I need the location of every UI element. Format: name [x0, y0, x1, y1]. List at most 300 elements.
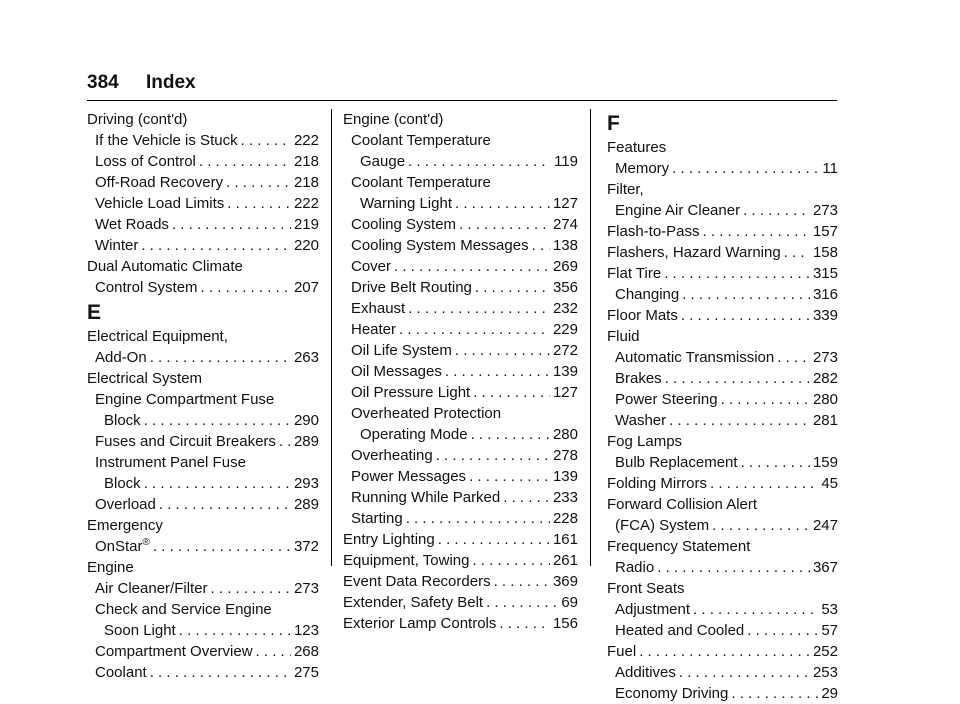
- dot-leader: [712, 515, 810, 536]
- index-entry: [87, 536, 319, 557]
- index-entry: [343, 298, 578, 319]
- index-entry: [87, 277, 319, 298]
- page-reference: 278: [552, 447, 578, 464]
- index-entry: [87, 235, 319, 256]
- entry-term: [95, 347, 147, 368]
- index-entry: [607, 473, 838, 494]
- index-column-2: [343, 109, 578, 634]
- index-entry: [343, 382, 578, 403]
- entry-text: Check and Service Engine: [95, 601, 272, 618]
- entry-text: Loss of Control: [95, 153, 196, 170]
- entry-text: Changing: [615, 286, 680, 303]
- entry-term: [351, 319, 396, 340]
- page-reference: 315: [812, 265, 838, 282]
- entry-term: [95, 599, 272, 620]
- entry-text: Dual Automatic Climate: [87, 258, 243, 275]
- dot-leader: [144, 473, 291, 494]
- dot-leader: [471, 424, 550, 445]
- dot-leader: [241, 130, 291, 151]
- index-entry: [343, 319, 578, 340]
- dot-leader: [657, 557, 810, 578]
- entry-text: Oil Messages: [351, 363, 442, 380]
- entry-text: Washer: [615, 412, 667, 429]
- page-title: Index: [145, 72, 196, 93]
- entry-text: Automatic Transmission: [615, 349, 775, 366]
- entry-text: Emergency: [87, 517, 163, 534]
- entry-term: [104, 410, 141, 431]
- page-reference: 138: [552, 237, 578, 254]
- index-entry: [607, 389, 838, 410]
- index-entry: [607, 242, 838, 263]
- page-reference: 339: [812, 307, 838, 324]
- entry-term: [95, 494, 156, 515]
- index-column-1: [87, 109, 319, 683]
- page-reference: 218: [293, 174, 319, 191]
- index-entry: [87, 214, 319, 235]
- entry-term: [607, 494, 757, 515]
- entry-text: Coolant Temperature: [351, 174, 491, 191]
- entry-term: [615, 599, 690, 620]
- dot-leader: [172, 214, 291, 235]
- dot-leader: [721, 389, 810, 410]
- entry-term: [615, 410, 666, 431]
- index-entry: [87, 151, 319, 172]
- entry-text: Flat Tire: [607, 265, 662, 282]
- page-reference: 158: [812, 244, 838, 261]
- entry-term: [351, 277, 472, 298]
- index-entry: [87, 599, 319, 620]
- entry-term: [87, 326, 228, 347]
- entry-term: [615, 389, 718, 410]
- page-reference: 233: [552, 489, 578, 506]
- index-entry: [607, 620, 838, 641]
- index-entry: [343, 277, 578, 298]
- entry-text: (FCA) System: [615, 517, 710, 534]
- entry-term: [351, 382, 470, 403]
- entry-term: [615, 347, 774, 368]
- entry-term: [607, 242, 781, 263]
- entry-term: [351, 130, 491, 151]
- index-entry: [343, 466, 578, 487]
- index-entry: [87, 368, 319, 389]
- page-reference: 293: [293, 475, 319, 492]
- page-reference: 261: [552, 552, 578, 569]
- index-entry: [607, 494, 838, 515]
- page-reference: 53: [821, 601, 838, 618]
- entry-term: [615, 515, 709, 536]
- entry-text: Fuel: [607, 643, 637, 660]
- dot-leader: [777, 347, 810, 368]
- entry-term: [95, 235, 138, 256]
- column-divider: [590, 109, 591, 566]
- entry-text: Cooling System Messages: [351, 237, 529, 254]
- registered-mark: ®: [142, 537, 150, 548]
- entry-term: [87, 515, 163, 536]
- page-reference: 57: [821, 622, 838, 639]
- page-reference: 273: [293, 580, 319, 597]
- entry-term: [607, 305, 678, 326]
- page-reference: 280: [812, 391, 838, 408]
- index-entry: [87, 347, 319, 368]
- entry-text: Frequency Statement: [607, 538, 751, 555]
- entry-text: Front Seats: [607, 580, 685, 597]
- page-reference: 218: [293, 153, 319, 170]
- dot-leader: [532, 235, 550, 256]
- index-entry: [607, 137, 838, 158]
- entry-term: [615, 284, 679, 305]
- index-entry: [343, 361, 578, 382]
- entry-text: Control System: [95, 279, 198, 296]
- entry-term: [607, 431, 682, 452]
- dot-leader: [150, 347, 291, 368]
- entry-text: Drive Belt Routing: [351, 279, 472, 296]
- entry-text: Entry Lighting: [343, 531, 435, 548]
- index-entry: [343, 613, 578, 634]
- index-entry: [343, 214, 578, 235]
- index-entry: [607, 284, 838, 305]
- index-entry: [607, 683, 838, 704]
- page-reference: 316: [812, 286, 838, 303]
- page-reference: 289: [293, 496, 319, 513]
- page-reference: 367: [812, 559, 838, 576]
- dot-leader: [199, 151, 291, 172]
- dot-leader: [665, 368, 810, 389]
- entry-term: [607, 221, 700, 242]
- page-reference: 69: [561, 594, 578, 611]
- page-reference: 119: [554, 153, 578, 170]
- page-reference: 369: [552, 573, 578, 590]
- entry-text: Driving (cont'd): [87, 111, 188, 128]
- page-reference: 269: [552, 258, 578, 275]
- dot-leader: [436, 445, 550, 466]
- section-letter: F: [607, 112, 620, 135]
- page-reference: 229: [552, 321, 578, 338]
- page-reference: 11: [822, 160, 838, 177]
- index-entry: [607, 599, 838, 620]
- dot-leader: [469, 466, 550, 487]
- page-reference: 232: [552, 300, 578, 317]
- page-reference: 220: [293, 237, 319, 254]
- entry-text: Fluid: [607, 328, 640, 345]
- page-reference: 127: [552, 195, 578, 212]
- entry-text: Overheated Protection: [351, 405, 502, 422]
- index-entry: [607, 452, 838, 473]
- dot-leader: [394, 256, 550, 277]
- index-entry: [87, 620, 319, 641]
- entry-term: [615, 662, 676, 683]
- entry-text: Floor Mats: [607, 307, 678, 324]
- entry-term: [615, 452, 738, 473]
- entry-text: Fog Lamps: [607, 433, 683, 450]
- page-reference: 29: [821, 685, 838, 702]
- index-entry: [607, 557, 838, 578]
- entry-term: [615, 200, 740, 221]
- page-reference: 289: [293, 433, 319, 450]
- entry-term: [351, 487, 500, 508]
- page-reference: 219: [293, 216, 319, 233]
- page-number: 384: [87, 72, 119, 93]
- dot-leader: [672, 158, 819, 179]
- index-entry: [607, 158, 838, 179]
- page-reference: 157: [812, 223, 838, 240]
- entry-text: Running While Parked: [351, 489, 501, 506]
- entry-text: Equipment, Towing: [343, 552, 470, 569]
- entry-text: Gauge: [360, 153, 406, 170]
- dot-leader: [445, 361, 550, 382]
- dot-leader: [747, 620, 818, 641]
- entry-term: [95, 193, 224, 214]
- entry-text: Folding Mirrors: [607, 475, 708, 492]
- entry-text: Winter: [95, 237, 139, 254]
- entry-text: Flash-to-Pass: [607, 223, 700, 240]
- entry-text: Vehicle Load Limits: [95, 195, 225, 212]
- index-entry: [87, 578, 319, 599]
- page-reference: 290: [293, 412, 319, 429]
- dot-leader: [159, 494, 291, 515]
- entry-term: [343, 550, 469, 571]
- entry-text: Electrical Equipment,: [87, 328, 228, 345]
- entry-term: [104, 473, 141, 494]
- dot-leader: [406, 508, 550, 529]
- entry-text: Heated and Cooled: [615, 622, 745, 639]
- entry-term: [351, 466, 466, 487]
- page-reference: 272: [552, 342, 578, 359]
- entry-term: [351, 256, 391, 277]
- entry-term: [95, 277, 198, 298]
- page-reference: 207: [293, 279, 319, 296]
- index-entry: [607, 263, 838, 284]
- entry-text: Extender, Safety Belt: [343, 594, 484, 611]
- dot-leader: [703, 221, 810, 242]
- index-entry: [607, 200, 838, 221]
- index-entry: [343, 445, 578, 466]
- dot-leader: [743, 200, 810, 221]
- entry-text: Coolant Temperature: [351, 132, 491, 149]
- entry-text: Instrument Panel Fuse: [95, 454, 246, 471]
- header-rule: [87, 100, 837, 101]
- entry-text: Fuses and Circuit Breakers: [95, 433, 276, 450]
- entry-text: Cover: [351, 258, 392, 275]
- index-entry: [87, 109, 319, 130]
- entry-text: If the Vehicle is Stuck: [95, 132, 238, 149]
- index-entry: [343, 235, 578, 256]
- section-letter: E: [87, 301, 102, 324]
- index-entry: [87, 389, 319, 410]
- entry-term: [95, 536, 150, 557]
- index-entry: [87, 431, 319, 452]
- entry-term: [95, 578, 208, 599]
- page-reference: 280: [552, 426, 578, 443]
- entry-term: [95, 431, 276, 452]
- entry-term: [360, 151, 405, 172]
- index-entry: [607, 410, 838, 431]
- index-entry: [87, 515, 319, 536]
- entry-text: Engine Compartment Fuse: [95, 391, 275, 408]
- index-entry: [343, 340, 578, 361]
- entry-term: [104, 620, 176, 641]
- entry-text: Engine (cont'd): [343, 111, 444, 128]
- entry-term: [615, 557, 654, 578]
- index-entry: [343, 550, 578, 571]
- page-reference: 253: [812, 664, 838, 681]
- entry-text: Overheating: [351, 447, 433, 464]
- index-entry: [87, 641, 319, 662]
- entry-term: [607, 179, 644, 200]
- page-reference: 273: [812, 349, 838, 366]
- index-entry: [607, 368, 838, 389]
- entry-text: Coolant: [95, 664, 147, 681]
- page-reference: 252: [812, 643, 838, 660]
- dot-leader: [669, 410, 810, 431]
- page-reference: 356: [552, 279, 578, 296]
- page-reference: 228: [552, 510, 578, 527]
- index-entry: [343, 571, 578, 592]
- dot-leader: [503, 487, 550, 508]
- dot-leader: [664, 263, 810, 284]
- dot-leader: [741, 452, 810, 473]
- page-reference: 281: [812, 412, 838, 429]
- index-entry: [87, 172, 319, 193]
- page-reference: 282: [812, 370, 838, 387]
- index-entry: [343, 151, 578, 172]
- dot-leader: [475, 277, 550, 298]
- index-entry: [607, 305, 838, 326]
- dot-leader: [682, 284, 810, 305]
- entry-text: Exhaust: [351, 300, 406, 317]
- entry-text: Features: [607, 139, 667, 156]
- entry-text: Forward Collision Alert: [607, 496, 758, 513]
- entry-term: [351, 214, 456, 235]
- entry-text: Exterior Lamp Controls: [343, 615, 497, 632]
- entry-term: [87, 557, 134, 578]
- index-entry: [87, 193, 319, 214]
- entry-text: Engine Air Cleaner: [615, 202, 741, 219]
- entry-text: Cooling System: [351, 216, 457, 233]
- entry-term: [95, 151, 196, 172]
- dot-leader: [211, 578, 291, 599]
- entry-term: [95, 641, 253, 662]
- entry-text: Economy Driving: [615, 685, 729, 702]
- page-reference: 274: [552, 216, 578, 233]
- page-reference: 123: [293, 622, 319, 639]
- index-entry: [343, 130, 578, 151]
- entry-term: [360, 193, 452, 214]
- dot-leader: [256, 641, 291, 662]
- index-entry: [607, 536, 838, 557]
- index-entry: [343, 403, 578, 424]
- index-entry: [607, 641, 838, 662]
- page-reference: 127: [552, 384, 578, 401]
- dot-leader: [681, 305, 810, 326]
- dot-leader: [472, 550, 550, 571]
- page-reference: 268: [293, 643, 319, 660]
- dot-leader: [279, 431, 291, 452]
- entry-text: Engine: [87, 559, 134, 576]
- dot-leader: [639, 641, 810, 662]
- dot-leader: [473, 382, 550, 403]
- index-entry: [343, 172, 578, 193]
- entry-term: [607, 473, 707, 494]
- entry-term: [343, 592, 483, 613]
- entry-term: [615, 368, 662, 389]
- index-entry: [607, 221, 838, 242]
- index-entry: [607, 662, 838, 683]
- index-entry: [343, 592, 578, 613]
- index-entry: [343, 109, 578, 130]
- page-reference: 372: [293, 538, 319, 555]
- page-reference: 156: [552, 615, 578, 632]
- entry-text: Radio: [615, 559, 655, 576]
- dot-leader: [710, 473, 818, 494]
- dot-leader: [499, 613, 550, 634]
- entry-text: Air Cleaner/Filter: [95, 580, 208, 597]
- entry-text: Compartment Overview: [95, 643, 253, 660]
- index-entry: [87, 410, 319, 431]
- entry-text: Off-Road Recovery: [95, 174, 224, 191]
- index-entry: [87, 662, 319, 683]
- entry-text: Warning Light: [360, 195, 452, 212]
- entry-term: [343, 613, 496, 634]
- entry-term: [607, 641, 636, 662]
- page-reference: 139: [552, 363, 578, 380]
- index-entry: [87, 326, 319, 347]
- entry-term: [351, 508, 403, 529]
- entry-text: Oil Pressure Light: [351, 384, 471, 401]
- dot-leader: [494, 571, 550, 592]
- dot-leader: [455, 193, 550, 214]
- page-reference: 45: [821, 475, 838, 492]
- dot-leader: [408, 298, 550, 319]
- page-reference: 273: [812, 202, 838, 219]
- index-entry: [607, 347, 838, 368]
- entry-term: [87, 368, 202, 389]
- page-reference: 159: [812, 454, 838, 471]
- index-entry: [87, 256, 319, 277]
- entry-term: [95, 172, 223, 193]
- entry-term: [95, 662, 147, 683]
- page-reference: 161: [552, 531, 578, 548]
- entry-term: [343, 571, 491, 592]
- dot-leader: [455, 340, 550, 361]
- entry-term: [95, 452, 246, 473]
- entry-term: [615, 683, 728, 704]
- dot-leader: [679, 662, 810, 683]
- entry-text: Heater: [351, 321, 397, 338]
- dot-leader: [144, 410, 291, 431]
- index-entry: [87, 473, 319, 494]
- index-entry: [87, 557, 319, 578]
- dot-leader: [150, 662, 291, 683]
- entry-text: Power Steering: [615, 391, 718, 408]
- page-reference: 263: [293, 349, 319, 366]
- dot-leader: [179, 620, 291, 641]
- entry-text: Electrical System: [87, 370, 203, 387]
- index-entry: [343, 256, 578, 277]
- entry-term: [351, 172, 491, 193]
- entry-term: [343, 529, 435, 550]
- dot-leader: [153, 536, 291, 557]
- dot-leader: [731, 683, 818, 704]
- entry-text: Block: [104, 412, 141, 429]
- entry-term: [87, 109, 187, 130]
- entry-text: Soon Light: [104, 622, 176, 639]
- entry-text: Brakes: [615, 370, 662, 387]
- entry-term: [87, 256, 243, 277]
- page-reference: 247: [812, 517, 838, 534]
- entry-term: [615, 158, 669, 179]
- entry-text: Oil Life System: [351, 342, 452, 359]
- entry-term: [95, 130, 238, 151]
